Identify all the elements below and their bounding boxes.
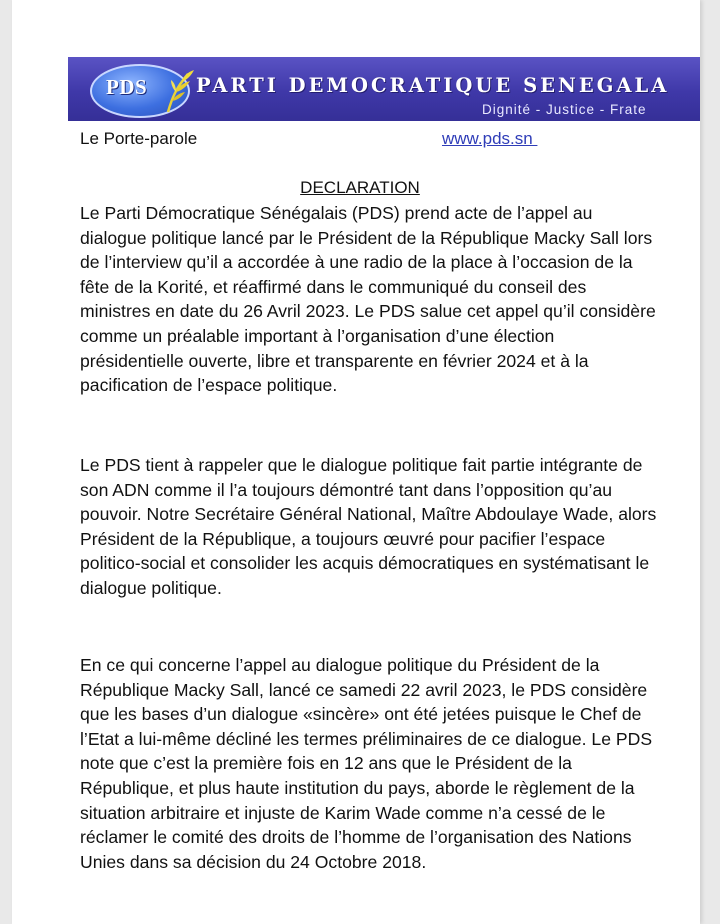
party-motto: Dignité - Justice - Frate — [482, 102, 647, 117]
page-title: DECLARATION — [300, 178, 420, 197]
role-label: Le Porte-parole — [80, 129, 198, 148]
logo-text: PDS — [106, 75, 148, 99]
paragraph-1: Le Parti Démocratique Sénégalais (PDS) prend acte de l’appel au dialogue politique lancé par le Président de la République Macky Sall lors de l’interview qu’il a accordée à une radio de la place à l’occasion de la fête de la Korité, et réaffirmé dans le communiqué du conseil des ministres en date du 26 Avril 2023. Le PDS salue cet appel qu’il considère comme un préalable important à l’organisation d’une élection présidentielle ouverte, libre et transparente en février 2024 et à la pacification de l’espace politique. — [80, 203, 656, 396]
website-link[interactable]: www.pds.sn — [442, 129, 538, 148]
paragraph-2: Le PDS tient à rappeler que le dialogue politique fait partie intégrante de son ADN comme il l’a toujours démontré tant dans l’opposition qu’au pouvoir. Notre Secrétaire Général National, Maître Abdoulaye Wade, alors Président de la République, a toujours œuvré pour pacifier l’espace politico-social et consolider les acquis démocratiques en systématisant le dialogue politique. — [80, 455, 657, 598]
party-name: PARTI DEMOCRATIQUE SENEGALA — [196, 74, 670, 97]
pds-logo — [90, 64, 190, 118]
letterhead-banner — [68, 57, 700, 121]
paragraph-3: En ce qui concerne l’appel au dialogue politique du Président de la République Macky Sall, lancé ce samedi 22 avril 2023, le PDS considère que les bases d’un dialogue «sincère» ont été jetées puisque le Chef de l’Etat a lui-même décliné les termes préliminaires de ce dialogue. Le PDS note que c’est la première fois en 12 ans que le Président de la République, et plus haute institution du pays, aborde le règlement de la situation arbitraire et injuste de Karim Wade comme n’a cessé de le réclamer le comité des droits de l’homme de l’organisation des Nations Unies dans sa décision du 24 Octobre 2018. — [80, 655, 653, 872]
leaf-icon — [162, 68, 196, 114]
